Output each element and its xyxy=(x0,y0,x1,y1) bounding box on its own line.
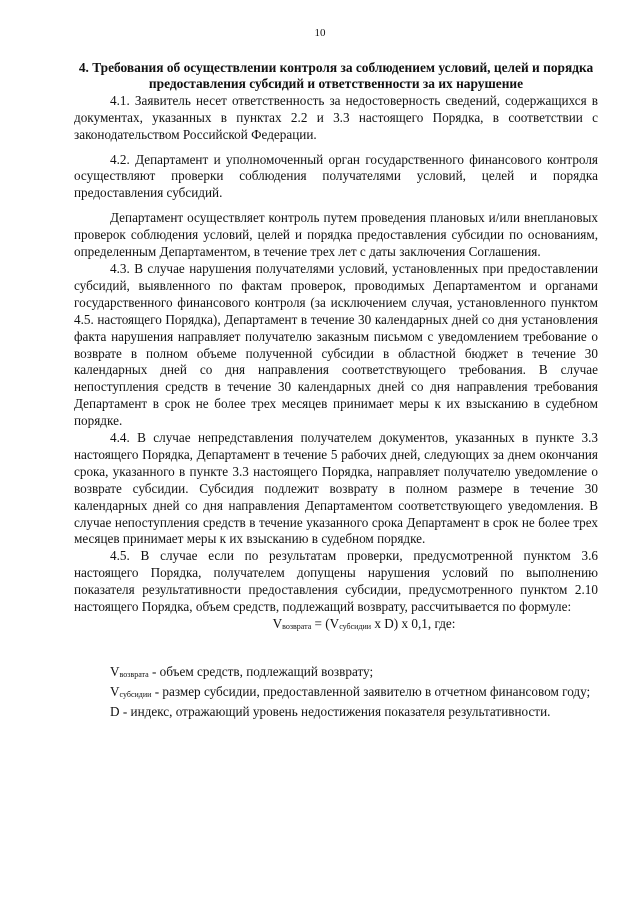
formula-sub-subsidy: субсидии xyxy=(339,622,372,631)
formula-rest: x D) x 0,1, где: xyxy=(371,616,456,631)
page-number: 10 xyxy=(314,27,326,39)
definition-sub: субсидии xyxy=(119,689,152,699)
section-heading: 4. Требования об осуществлении контроля за соблюдением условий, целей и порядка предоставления субсидий и ответственности за их нарушение xyxy=(78,60,594,92)
paragraph-4-1: 4.1. Заявитель несет ответственность за недостоверность сведений, содержащихся в документах, указанных в пунктах 2.2 и 3.3 настоящего Порядка, в соответствии с законодательством Российской Федерации. xyxy=(74,92,598,142)
definition-v-return xyxy=(74,664,598,684)
definition-text: - размер субсидии, предоставленной заявителю в отчетном финансовом году; xyxy=(151,683,591,699)
definition-text: - индекс, отражающий уровень недостижения показателя результативности. xyxy=(119,703,551,719)
paragraph-control: Департамент осуществляет контроль путем проведения плановых и/или внеплановых проверок соблюдения условий, целей и порядка предоставления субсидии по основаниям, определенным Департаментом, в течение трех лет с даты заключения Соглашения. xyxy=(74,210,598,260)
definition-v-subsidy xyxy=(74,684,598,704)
definition-d xyxy=(74,704,598,721)
definition-sub: возврата xyxy=(119,669,149,679)
paragraph-4-4: 4.4. В случае непредставления получателем документов, указанных в пункте 3.3 настоящего Порядка, Департамент в течение 5 рабочих дней, следующих за днем окончания срока, указанного в пункте 3.3 настоящего Порядка, направляет получателю уведомление о возврате субсидии. Субсидия подлежит возврату в полном размере в течение 30 календарных дней со дня направления Департаментом соответствующего уведомления. В случае непоступления средств в течение указанного срока Департамент в срок не более трех месяцев принимает меры к их взысканию в судебном порядке. xyxy=(74,430,598,547)
definition-symbol: V xyxy=(110,663,120,679)
document-body xyxy=(74,60,598,721)
formula-sub-return: возврата xyxy=(282,622,312,631)
definition-text: - объем средств, подлежащий возврату; xyxy=(148,663,374,679)
definition-symbol: V xyxy=(110,683,120,699)
definition-symbol: D xyxy=(110,703,120,719)
paragraph-4-3: 4.3. В случае нарушения получателями условий, установленных при предоставлении субсидий, выявленного по фактам проверок, проводимых Департаментом и органами государственного финансового контроля (за исключением случая, установленного пунктом 4.5. настоящего Порядка), Департамент в течение 30 календарных дней со дня установления факта нарушения направляет получателю заказным письмом с уведомлением требование о возврате в полном объеме полученной субсидии в областной бюджет в течение 30 календарных дней со дня направления соответствующего требования. В случае непоступления средств в течение 30 календарных дней со дня направления требования Департамент в срок не более трех месяцев принимает меры к их взысканию в судебном порядке. xyxy=(74,260,598,429)
paragraph-4-2: 4.2. Департамент и уполномоченный орган государственного финансового контроля осуществляют проверки соблюдения получателями условий, целей и порядка предоставления субсидий. xyxy=(74,151,598,201)
formula-eq-open: = (V xyxy=(311,616,340,631)
formula-v: V xyxy=(272,616,283,631)
formula-spacer xyxy=(74,636,598,664)
return-formula xyxy=(74,616,598,636)
paragraph-4-5: 4.5. В случае если по результатам проверки, предусмотренной пунктом 3.6 настоящего Порядка, получателем допущены нарушения условий по выполнению показателя результативности предоставления субсидии, предусмотренного пунктом 2.10 настоящего Порядка, объем средств, подлежащий возврату, рассчитывается по формуле: xyxy=(74,548,598,615)
